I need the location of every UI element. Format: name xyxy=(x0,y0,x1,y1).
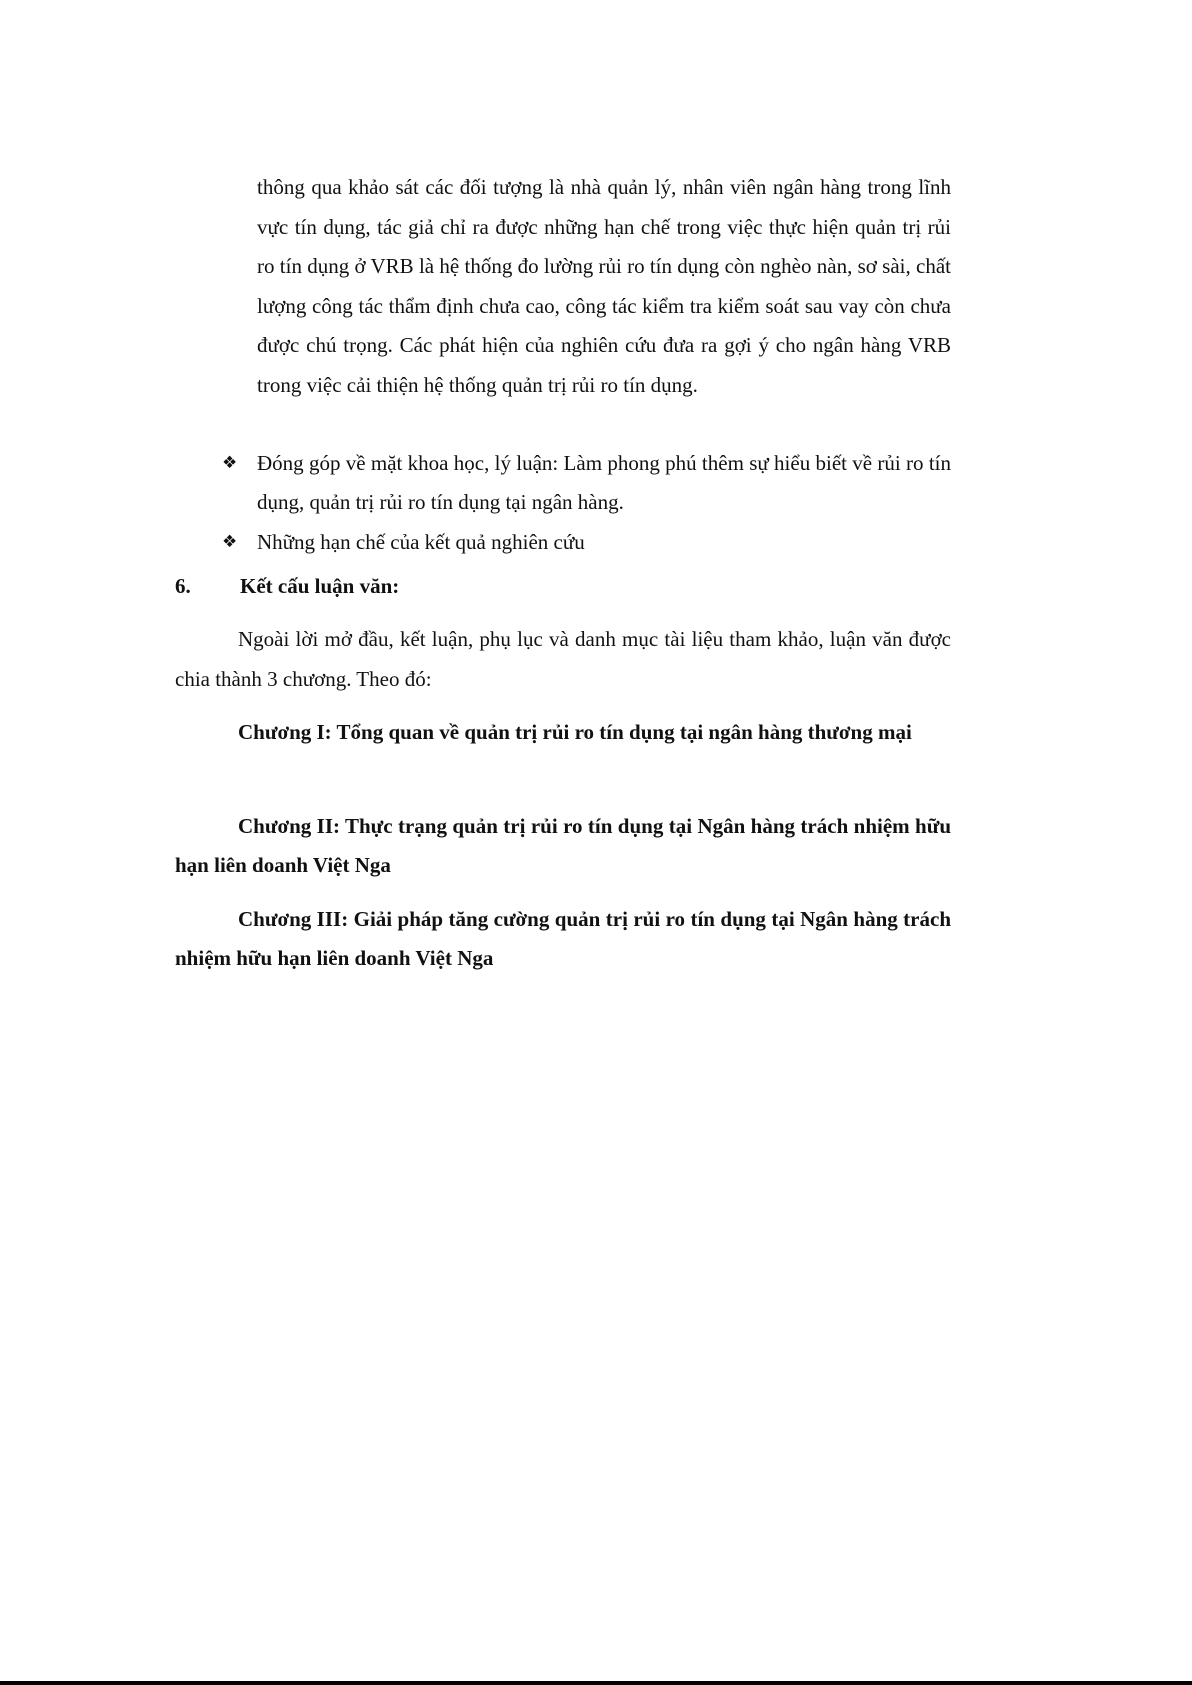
intro-paragraph: Ngoài lời mở đầu, kết luận, phụ lục và danh mục tài liệu tham khảo, luận văn được chia thành 3 chương. Theo đó: xyxy=(175,627,951,691)
bullet-item-contribution xyxy=(222,444,951,522)
continued-paragraph: thông qua khảo sát các đối tượng là nhà quản lý, nhân viên ngân hàng trong lĩnh vực tín dụng, tác giả chỉ ra được những hạn chế trong việc thực hiện quản trị rủi ro tín dụng ở VRB là hệ thống đo lường rủi ro tín dụng còn nghèo nàn, sơ sài, chất lượng công tác thẩm định chưa cao, công tác kiểm tra kiểm soát sau vay còn chưa được chú trọng. Các phát hiện của nghiên cứu đưa ra gợi ý cho ngân hàng VRB trong việc cải thiện hệ thống quản trị rủi ro tín dụng. xyxy=(257,175,951,397)
diamond-bullet-icon: ❖ xyxy=(222,532,238,552)
diamond-bullet-icon: ❖ xyxy=(222,453,238,473)
chapter-2-line: Chương II: Thực trạng quản trị rủi ro tín dụng tại Ngân hàng trách nhiệm hữu hạn liên doanh Việt Nga xyxy=(175,814,951,877)
chapter-3-line: Chương III: Giải pháp tăng cường quản trị rủi ro tín dụng tại Ngân hàng trách nhiệm hữu hạn liên doanh Việt Nga xyxy=(175,907,951,970)
bullet-text: Những hạn chế của kết quả nghiên cứu xyxy=(257,530,585,554)
bullet-text: Đóng góp về mặt khoa học, lý luận: Làm phong phú thêm sự hiểu biết về rủi ro tín dụng, quản trị rủi ro tín dụng tại ngân hàng. xyxy=(257,451,951,514)
section-number: 6. xyxy=(175,574,191,598)
bottom-edge-rule xyxy=(0,1681,1192,1685)
bullet-item-limitations xyxy=(222,523,951,562)
section-heading xyxy=(175,567,399,606)
chapter-1-line: Chương I: Tổng quan về quản trị rủi ro tín dụng tại ngân hàng thương mại xyxy=(238,720,912,744)
section-title: Kết cấu luận văn: xyxy=(240,574,400,598)
